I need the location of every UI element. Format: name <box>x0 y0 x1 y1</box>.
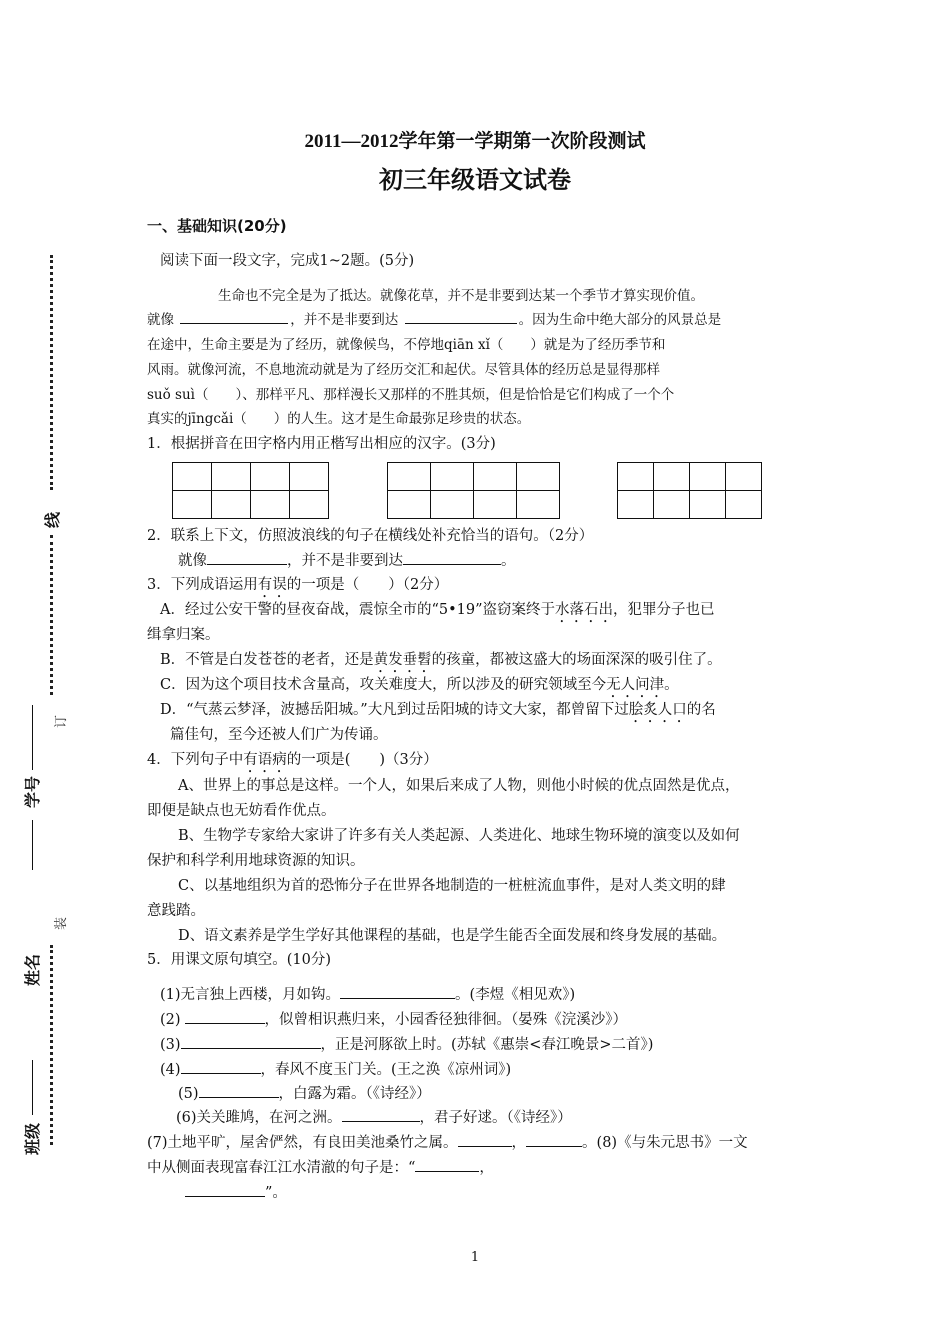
binding-dotted-line-top <box>50 255 53 490</box>
passage-blank-2[interactable] <box>405 309 517 324</box>
tianzige-grid-3[interactable] <box>617 462 762 519</box>
question-5: 5．用课文原句填空。(10分) <box>147 952 331 968</box>
q3-option-d: D．“气蒸云梦泽，波撼岳阳城。”大凡到过岳阳城的诗文大家，都曾留下过脍炙人口的名 <box>160 702 716 718</box>
xuehao-underline <box>32 705 33 770</box>
q5-blank-8a[interactable] <box>415 1157 479 1172</box>
q5-blank-8b[interactable] <box>185 1182 265 1197</box>
q5-blank-2[interactable] <box>185 1009 265 1024</box>
exam-subtitle: 初三年级语文试卷 <box>379 165 571 194</box>
binding-ding-label: 订 <box>54 714 69 728</box>
passage-line-1: 生命也不完全是为了抵达。就像花草，并不是非要到达某一个季节才算实现价值。 <box>218 288 704 304</box>
question-4: 4．下列句子中有语病的一项是( )（3分） <box>147 752 438 768</box>
q5-blank-5[interactable] <box>199 1083 279 1098</box>
q3-option-b: B．不管是白发苍苍的老者，还是黄发垂髫的孩童，都被这盛大的场面深深的吸引住了。 <box>160 652 722 668</box>
passage-line-4: 风雨。就像河流，不息地流动就是为了经历交汇和起伏。尽管具体的经历总是显得那样 <box>147 362 660 378</box>
q5-item-6: (6)关关雎鸠，在河之洲。 ，君子好逑。（《诗经》） <box>176 1106 572 1127</box>
q3-option-a: A．经过公安干警的昼夜奋战，震惊全市的“5•19”盗窃案终于水落石出，犯罪分子也已 <box>160 602 715 618</box>
q3-option-c: C．因为这个项目技术含量高，攻关难度大，所以涉及的研究领域至今无人问津。 <box>160 677 679 693</box>
banji-underline <box>32 1060 33 1115</box>
question-2-answer-line: 就像 ，并不是非要到达 。 <box>178 549 516 570</box>
passage-line-5: suǒ suì（ ）、那样平凡、那样漫长又那样的不胜其烦，但是恰恰是它们构成了一个个 <box>147 387 675 403</box>
q4-option-a: A、世界上的事总是这样。一个人，如果后来成了人物，则他小时候的优点固然是优点， <box>178 778 740 794</box>
reading-intro: 阅读下面一段文字，完成1~2题。(5分) <box>160 253 415 269</box>
q4-option-a-cont: 即便是缺点也无妨看作优点。 <box>147 803 336 819</box>
passage-line-3: 在途中，生命主要是为了经历，就像候鸟，不停地qiān xǐ（ ）就是为了经历季节和 <box>147 337 666 353</box>
binding-zhuang-label: 装 <box>54 916 69 930</box>
banji-label: 班级 <box>23 1122 42 1155</box>
q4-option-d: D、语文素养是学生学好其他课程的基础，也是学生能否全面发展和终身发展的基础。 <box>178 928 727 944</box>
q5-item-2: (2) ，似曾相识燕归来，小园香径独徘徊。（晏殊《浣溪沙》） <box>160 1008 627 1029</box>
passage-line-6: 真实的jīngcǎi（ ）的人生。这才是生命最弥足珍贵的状态。 <box>147 411 531 427</box>
q5-item-8: 中从侧面表现富春江江水清澈的句子是：“ ， <box>147 1156 494 1177</box>
section-title: 一、基础知识(20分) <box>147 217 287 235</box>
question-2: 2．联系上下文，仿照波浪线的句子在横线处补充恰当的语句。（2分） <box>147 528 594 544</box>
q5-blank-1[interactable] <box>340 984 455 999</box>
exam-title: 2011—2012学年第一学期第一次阶段测试 <box>304 131 646 152</box>
q5-item-8-cont: ”。 <box>185 1181 287 1202</box>
q5-blank-3[interactable] <box>181 1034 321 1049</box>
q5-blank-7b[interactable] <box>526 1132 582 1147</box>
q5-item-5: (5) ，白露为霜。（《诗经》） <box>178 1082 431 1103</box>
xingming-underline <box>32 820 33 870</box>
q4-option-c: C、以基地组织为首的恐怖分子在世界各地制造的一桩桩流血事件，是对人类文明的肆 <box>178 878 726 894</box>
q4-option-b: B、生物学专家给大家讲了许多有关人类起源、人类进化、地球生物环境的演变以及如何 <box>178 828 740 844</box>
question-1: 1．根据拼音在田字格内用正楷写出相应的汉字。(3分) <box>147 436 496 452</box>
passage-blank-1[interactable] <box>180 309 288 324</box>
q5-item-4: (4) ，春风不度玉门关。(王之涣《凉州词》) <box>160 1058 511 1079</box>
binding-xian-label: 线 <box>43 511 62 528</box>
q5-blank-6[interactable] <box>342 1107 420 1122</box>
q5-blank-4[interactable] <box>181 1059 261 1074</box>
q3-option-a-cont: 缉拿归案。 <box>147 627 220 643</box>
q3-option-d-cont: 篇佳句，至今还被人们广为传诵。 <box>170 727 388 743</box>
binding-dotted-line-mid2 <box>50 945 53 1145</box>
q5-blank-7a[interactable] <box>458 1132 512 1147</box>
page-number: 1 <box>470 1250 480 1265</box>
passage-line-2: 就像 ，并不是非要到达 。因为生命中绝大部分的风景总是 <box>147 308 721 328</box>
question-3: 3．下列成语运用有误的一项是（ ）（2分） <box>147 577 449 593</box>
q2-blank-1[interactable] <box>207 550 287 565</box>
tianzige-grid-2[interactable] <box>387 462 560 519</box>
q4-option-b-cont: 保护和科学利用地球资源的知识。 <box>147 853 365 869</box>
q5-item-7: (7)土地平旷，屋舍俨然，有良田美池桑竹之属。 ， 。(8)《与朱元思书》一文 <box>147 1131 748 1152</box>
binding-dotted-line-mid1 <box>50 535 53 695</box>
q5-item-1: (1)无言独上西楼，月如钩。 。(李煜《相见欢》) <box>160 983 575 1004</box>
q5-item-3: (3) ，正是河豚欲上时。(苏轼《惠崇<春江晚景>二首》) <box>160 1033 653 1054</box>
q2-blank-2[interactable] <box>403 550 501 565</box>
tianzige-grid-1[interactable] <box>172 462 329 519</box>
xingming-label: 姓名 <box>23 953 42 986</box>
q4-option-c-cont: 意践踏。 <box>147 903 205 919</box>
xuehao-label: 学号 <box>23 775 42 808</box>
